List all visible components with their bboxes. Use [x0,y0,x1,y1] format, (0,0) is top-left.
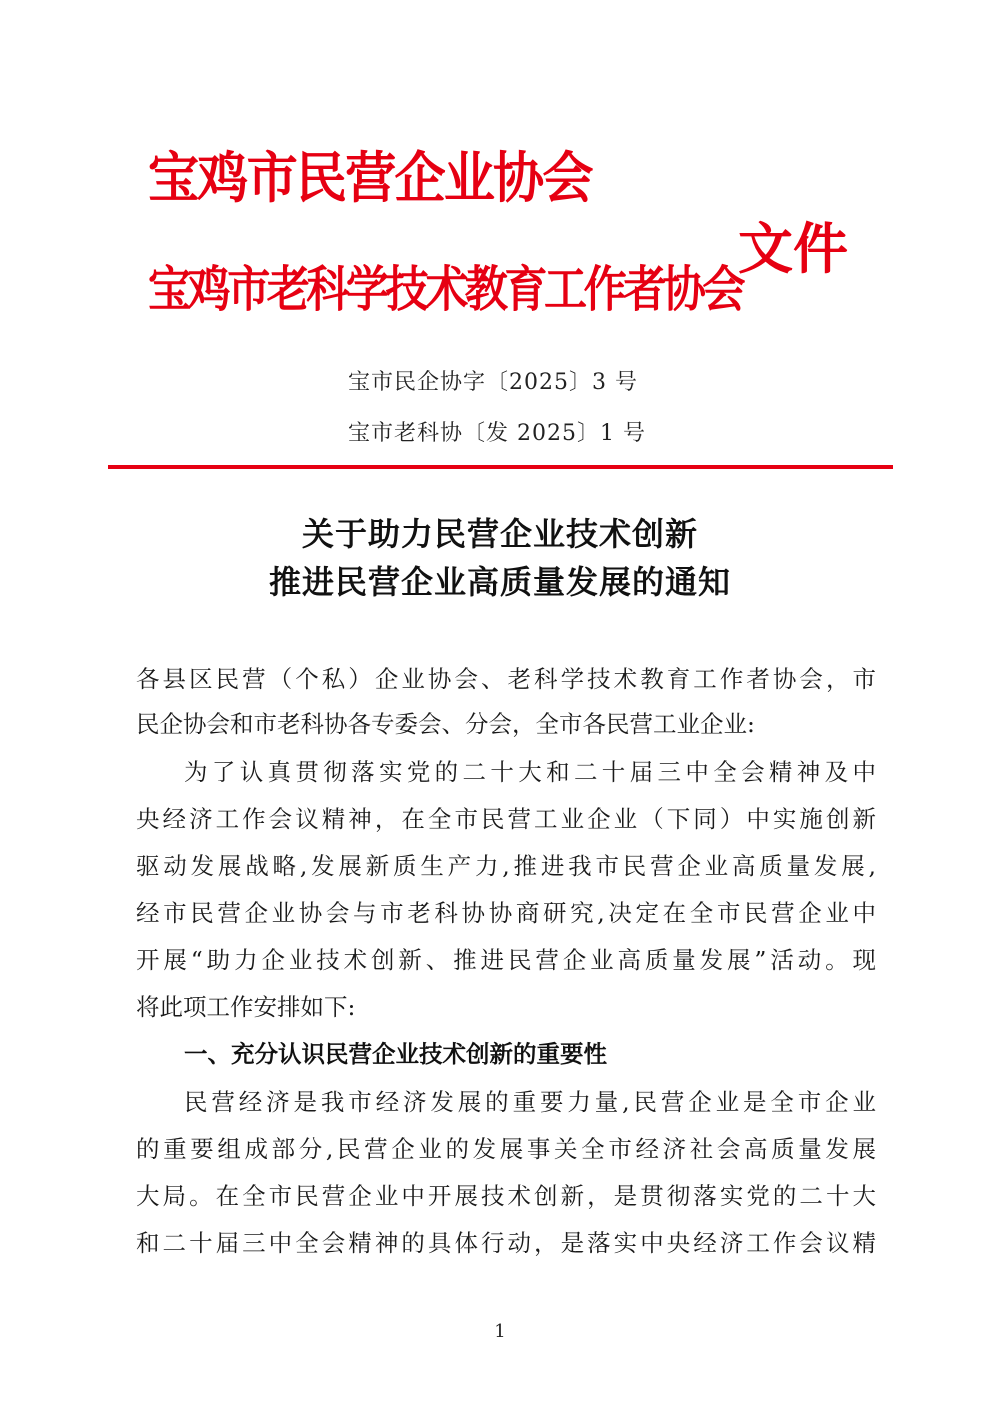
issuer-name-1: 宝鸡市民营企业协会 [148,145,592,210]
paragraph-2-line-1: 民营经济是我市经济发展的重要力量,民营企业是全市企业 [184,1088,876,1116]
paragraph-2-line-3: 大局。在全市民营企业中开展技术创新，是贯彻落实党的二十大 [136,1182,876,1210]
paragraph-1-line-1: 为了认真贯彻落实党的二十大和二十届三中全会精神及中 [184,758,876,786]
paragraph-2-line-4: 和二十届三中全会精神的具体行动，是落实中央经济工作会议精 [136,1229,876,1257]
paragraph-1-line-4: 经市民营企业协会与市老科协协商研究,决定在全市民营企业中 [136,899,876,927]
addressee-line-2: 民企协会和市老科协各专委会、分会，全市各民营工业企业: [136,710,755,738]
document-type-label: 文件 [738,216,849,281]
paragraph-1-line-2: 央经济工作会议精神，在全市民营工业企业（下同）中实施创新 [136,805,876,833]
addressee-line-1: 各县区民营（个私）企业协会、老科学技术教育工作者协会，市 [136,665,876,693]
page-number: 1 [494,1321,506,1342]
red-divider-line [108,465,893,469]
document-title-line-1: 关于助力民营企业技术创新 [301,515,698,553]
section-heading-1: 一、充分认识民营企业技术创新的重要性 [184,1040,607,1068]
reference-number-1: 宝市民企协字〔2025〕3 号 [348,370,638,395]
paragraph-1-line-3: 驱动发展战略,发展新质生产力,推进我市民营企业高质量发展, [136,852,876,880]
paragraph-2-line-2: 的重要组成部分,民营企业的发展事关全市经济社会高质量发展 [136,1135,876,1163]
reference-number-2: 宝市老科协〔发 2025〕1 号 [348,421,646,446]
issuer-name-2: 宝鸡市老科学技术教育工作者协会 [148,260,743,318]
paragraph-1-line-5: 开展“助力企业技术创新、推进民营企业高质量发展”活动。现 [136,946,876,974]
document-title-line-2: 推进民营企业高质量发展的通知 [268,563,731,601]
paragraph-1-line-6: 将此项工作安排如下: [136,993,356,1021]
